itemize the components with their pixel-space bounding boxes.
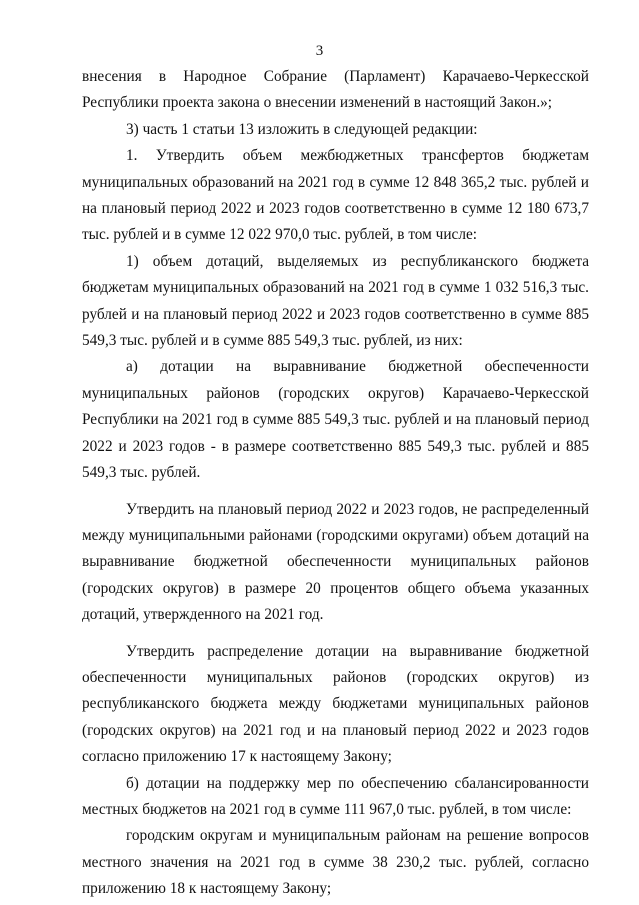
- document-body: [82, 64, 589, 903]
- paragraph-local-issues: городским округам и муниципальным районам на решение вопросов местного значения на 2021 год в сумме 38 230,2 тыс. рублей, согласно приложению 18 к настоящему Закону;: [82, 827, 589, 898]
- paragraph-subitem-a: а) дотации на выравнивание бюджетной обеспеченности муниципальных районов (городских округов) Карачаево-Черкесской Республики на 2021 год в сумме 885 549,3 тыс. рублей и на плановый период 2022 и 2023 годов - в размере соответственно 885 549,3 тыс. рублей и 885 549,3 тыс. рублей.: [82, 358, 589, 482]
- paragraph-planning-period: Утвердить на плановый период 2022 и 2023 годов, не распределенный между муниципальными районами (городскими округами) объем дотаций на выравнивание бюджетной обеспеченности муниципальных районов (городских округов) в размере 20 процентов общего объема указанных дотаций, утвержденного на 2021 год.: [82, 500, 589, 624]
- paragraph-distribution: Утвердить распределение дотации на выравнивание бюджетной обеспеченности муниципальных районов (городских округов) из республиканского бюджета между бюджетами муниципальных районов (городских округов) на 2021 год и на плановый период 2022 и 2023 годов согласно приложению 17 к настоящему Закону;: [82, 642, 589, 766]
- paragraph-clause-1: 1. Утвердить объем межбюджетных трансфертов бюджетам муниципальных образований на 2021 год в сумме 12 848 365,2 тыс. рублей и на плановый период 2022 и 2023 годов соответственно в сумме 12 180 673,7 тыс. рублей и в сумме 12 022 970,0 тыс. рублей, в том числе:: [82, 147, 589, 244]
- paragraph-subitem-1: 1) объем дотаций, выделяемых из республиканского бюджета бюджетам муниципальных образований на 2021 год в сумме 1 032 516,3 тыс. рублей и на плановый период 2022 и 2023 годов соответственно в сумме 885 549,3 тыс. рублей и в сумме 885 549,3 тыс. рублей, из них:: [82, 252, 589, 350]
- paragraph-subitem-b: б) дотации на поддержку мер по обеспечению сбалансированности местных бюджетов на 2021 год в сумме 111 967,0 тыс. рублей, в том числе:: [82, 774, 589, 818]
- page-number: 3: [315, 43, 324, 59]
- paragraph-item-3: 3) часть 1 статьи 13 изложить в следующей редакции:: [126, 120, 478, 138]
- paragraph-continuation: внесения в Народное Собрание (Парламент) Карачаево-Черкесской Республики проекта закона о внесении изменений в настоящий Закон.»;: [82, 68, 589, 112]
